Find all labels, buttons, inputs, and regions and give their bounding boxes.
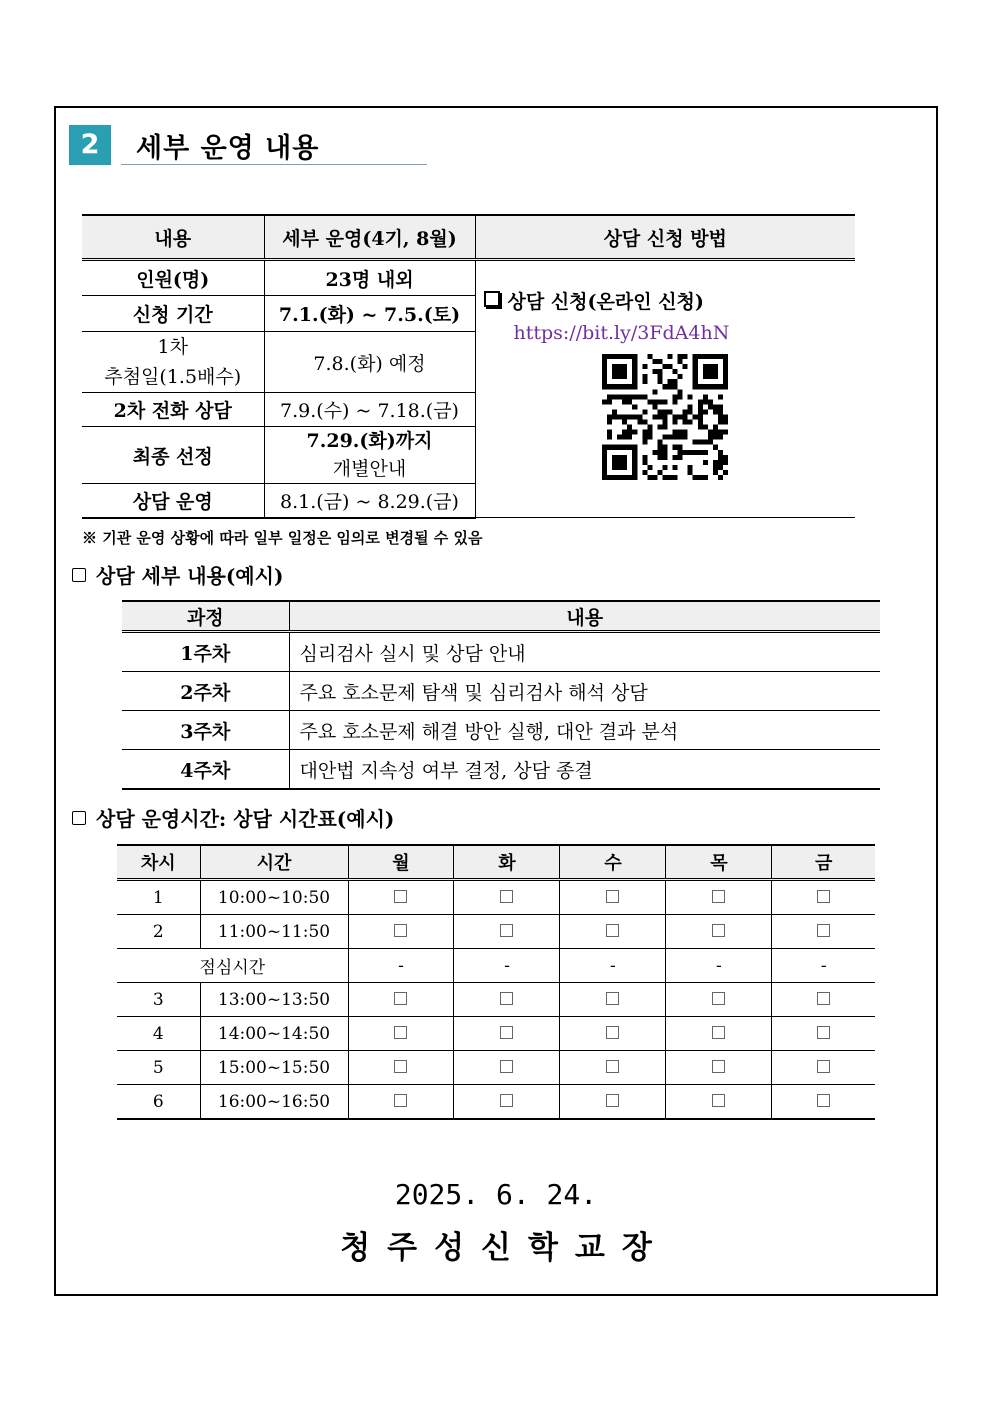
day-checkbox-cell — [348, 1017, 454, 1051]
day-checkbox-cell — [560, 1017, 666, 1051]
table-row — [117, 949, 875, 983]
row-label-period: 신청 기간 — [82, 296, 264, 332]
row-value-period: 7.1.(화) ~ 7.5.(토) — [264, 296, 475, 332]
day-checkbox[interactable] — [712, 992, 725, 1005]
day-checkbox-cell — [560, 983, 666, 1017]
day-checkbox[interactable] — [500, 890, 513, 903]
timetable-heading: 상담 운영시간: 상담 시간표(예시) — [72, 803, 394, 832]
table-row — [117, 1017, 875, 1051]
checkbox-icon — [72, 811, 86, 825]
header-apply-method: 상담 신청 방법 — [475, 215, 855, 260]
week-cell: 3주차 — [122, 711, 289, 750]
qr-code[interactable] — [602, 354, 728, 480]
timetable-header: 시간 — [200, 845, 348, 880]
day-checkbox-cell — [772, 983, 875, 1017]
checkbox-square-icon — [484, 291, 500, 307]
table-row — [117, 983, 875, 1017]
day-checkbox-cell — [348, 1085, 454, 1120]
timetable-header: 수 — [560, 845, 666, 880]
week-cell: 2주차 — [122, 672, 289, 711]
content-cell: 심리검사 실시 및 상담 안내 — [289, 632, 880, 672]
school-signature: 청주성신학교장 — [340, 1230, 669, 1266]
day-checkbox-cell — [454, 983, 560, 1017]
day-checkbox[interactable] — [500, 1094, 513, 1107]
table-row — [122, 750, 880, 790]
day-checkbox-cell — [560, 915, 666, 949]
note-text: ※ 기관 운영 상황에 따라 일부 일정은 임의로 변경될 수 있음 — [82, 529, 483, 547]
apply-method-cell — [475, 260, 855, 518]
apply-link[interactable]: https://bit.ly/3FdA4hN — [513, 322, 730, 344]
day-checkbox-cell — [772, 880, 875, 915]
row-value-operation: 8.1.(금) ~ 8.29.(금) — [264, 484, 475, 518]
dash-cell: - — [348, 949, 454, 983]
day-checkbox[interactable] — [606, 1094, 619, 1107]
timetable-header: 월 — [348, 845, 454, 880]
document-date: 2025. 6. 24. — [394, 1178, 598, 1211]
dash-cell: - — [772, 949, 875, 983]
day-checkbox[interactable] — [817, 1026, 830, 1039]
day-checkbox[interactable] — [606, 890, 619, 903]
timetable-header: 화 — [454, 845, 560, 880]
day-checkbox-cell — [454, 1051, 560, 1085]
day-checkbox[interactable] — [394, 1026, 407, 1039]
day-checkbox-cell — [454, 1017, 560, 1051]
schedule-table — [82, 214, 855, 519]
day-checkbox[interactable] — [606, 1060, 619, 1073]
session-number: 6 — [117, 1085, 200, 1120]
day-checkbox-cell — [772, 1085, 875, 1120]
session-number: 5 — [117, 1051, 200, 1085]
row-label-draw: 1차 추첨일(1.5배수) — [82, 332, 264, 393]
day-checkbox[interactable] — [394, 890, 407, 903]
day-checkbox-cell — [348, 983, 454, 1017]
day-checkbox[interactable] — [500, 1060, 513, 1073]
session-number: 4 — [117, 1017, 200, 1051]
day-checkbox[interactable] — [606, 992, 619, 1005]
day-checkbox[interactable] — [500, 924, 513, 937]
session-time: 11:00~11:50 — [200, 915, 348, 949]
session-time: 14:00~14:50 — [200, 1017, 348, 1051]
day-checkbox[interactable] — [394, 924, 407, 937]
day-checkbox[interactable] — [712, 1026, 725, 1039]
day-checkbox-cell — [348, 880, 454, 915]
day-checkbox[interactable] — [712, 1094, 725, 1107]
content-cell: 대안법 지속성 여부 결정, 상담 종결 — [289, 750, 880, 790]
day-checkbox[interactable] — [817, 1094, 830, 1107]
row-value-headcount: 23명 내외 — [264, 260, 475, 296]
day-checkbox-cell — [454, 915, 560, 949]
session-time: 13:00~13:50 — [200, 983, 348, 1017]
week-cell: 4주차 — [122, 750, 289, 790]
session-time: 16:00~16:50 — [200, 1085, 348, 1120]
day-checkbox-cell — [666, 1051, 772, 1085]
day-checkbox[interactable] — [817, 890, 830, 903]
table-row — [117, 1051, 875, 1085]
content-cell: 주요 호소문제 해결 방안 실행, 대안 결과 분석 — [289, 711, 880, 750]
section-title: 세부 운영 내용 — [136, 133, 320, 164]
day-checkbox-cell — [560, 1051, 666, 1085]
day-checkbox-cell — [454, 880, 560, 915]
day-checkbox-cell — [772, 1017, 875, 1051]
day-checkbox-cell — [772, 1051, 875, 1085]
checkbox-icon — [72, 568, 86, 582]
table-row — [122, 711, 880, 750]
day-checkbox[interactable] — [712, 924, 725, 937]
day-checkbox-cell — [560, 880, 666, 915]
day-checkbox-cell — [666, 1085, 772, 1120]
row-label-phone: 2차 전화 상담 — [82, 393, 264, 427]
day-checkbox-cell — [666, 983, 772, 1017]
day-checkbox[interactable] — [817, 924, 830, 937]
day-checkbox[interactable] — [394, 1060, 407, 1073]
day-checkbox[interactable] — [500, 992, 513, 1005]
detail-table — [122, 600, 880, 790]
table-row — [122, 672, 880, 711]
session-time: 15:00~15:50 — [200, 1051, 348, 1085]
day-checkbox[interactable] — [606, 1026, 619, 1039]
timetable-header: 금 — [772, 845, 875, 880]
header-content: 내용 — [82, 215, 264, 260]
apply-heading: 상담 신청(온라인 신청) — [484, 287, 856, 314]
content-cell: 주요 호소문제 탐색 및 심리검사 해석 상담 — [289, 672, 880, 711]
timetable-header: 목 — [666, 845, 772, 880]
day-checkbox-cell — [666, 1017, 772, 1051]
day-checkbox-cell — [666, 915, 772, 949]
table-row — [117, 880, 875, 915]
timetable — [117, 844, 875, 1120]
table-row — [122, 632, 880, 672]
dash-cell: - — [454, 949, 560, 983]
header-operation: 세부 운영(4기, 8월) — [264, 215, 475, 260]
header-detail: 내용 — [289, 601, 880, 632]
table-row — [117, 915, 875, 949]
day-checkbox-cell — [348, 915, 454, 949]
timetable-header: 차시 — [117, 845, 200, 880]
lunch-cell: 점심시간 — [117, 949, 348, 983]
week-cell: 1주차 — [122, 632, 289, 672]
day-checkbox-cell — [666, 880, 772, 915]
day-checkbox[interactable] — [712, 890, 725, 903]
session-number: 3 — [117, 983, 200, 1017]
day-checkbox[interactable] — [394, 992, 407, 1005]
day-checkbox-cell — [454, 1085, 560, 1120]
row-label-final: 최종 선정 — [82, 427, 264, 484]
row-value-final: 7.29.(화)까지 개별안내 — [264, 427, 475, 484]
day-checkbox-cell — [772, 915, 875, 949]
row-value-phone: 7.9.(수) ~ 7.18.(금) — [264, 393, 475, 427]
row-label-headcount: 인원(명) — [82, 260, 264, 296]
header-course: 과정 — [122, 601, 289, 632]
section-underline — [121, 164, 427, 165]
detail-heading: 상담 세부 내용(예시) — [72, 560, 283, 589]
day-checkbox[interactable] — [500, 1026, 513, 1039]
day-checkbox-cell — [560, 1085, 666, 1120]
day-checkbox[interactable] — [606, 924, 619, 937]
day-checkbox-cell — [348, 1051, 454, 1085]
day-checkbox[interactable] — [712, 1060, 725, 1073]
dash-cell: - — [560, 949, 666, 983]
table-row — [117, 1085, 875, 1120]
session-number: 1 — [117, 880, 200, 915]
section-number: 2 — [69, 125, 111, 165]
row-value-draw: 7.8.(화) 예정 — [264, 332, 475, 393]
dash-cell: - — [666, 949, 772, 983]
day-checkbox[interactable] — [394, 1094, 407, 1107]
day-checkbox[interactable] — [817, 992, 830, 1005]
day-checkbox[interactable] — [817, 1060, 830, 1073]
session-number: 2 — [117, 915, 200, 949]
row-label-operation: 상담 운영 — [82, 484, 264, 518]
session-time: 10:00~10:50 — [200, 880, 348, 915]
